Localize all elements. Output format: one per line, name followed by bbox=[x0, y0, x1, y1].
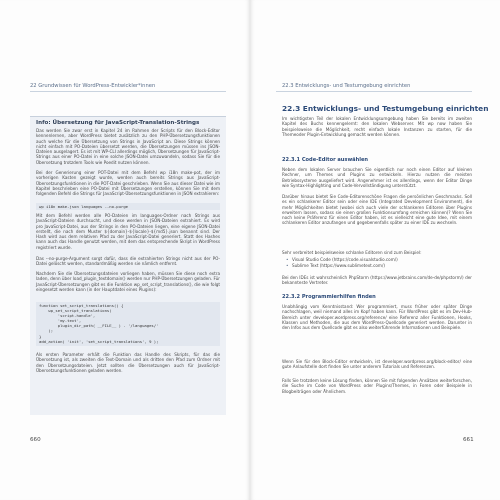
code-line: plugin_dir_path( __FILE__ ) . '/languages/' bbox=[39, 323, 159, 329]
info-paragraph: Das --no-purge-Argument sorgt dafür, dass die extrahierten Strings nicht aus der PO-Datei gelöscht werden, standardmäßig werden sie nämlich entfernt. bbox=[36, 256, 220, 267]
info-paragraph: Nachdem Sie die Übersetzungsdateien vorliegen haben, müssen Sie diese noch extra laden, denn über load_plugin_textdomain() werden nur PHP-Übersetzungen geladen. Für JavaScript-Übersetzungen gibt es die Funktion wp_set_script_translations(), die wie folgt eingesetzt werden kann (in der Hauptdatei eines Plugins): bbox=[36, 271, 220, 292]
header-rule bbox=[30, 91, 226, 92]
code-line: 'my-text', bbox=[39, 318, 82, 324]
code-line: function set_script_translations() { bbox=[39, 303, 124, 308]
body-paragraph: Wenn Sie für den Block-Editor entwickeln, ist developer.wordpress.org/block-editor/ eine gute Anlaufstelle dort finden Sie unter anderem Tutorials und Referenzen. bbox=[282, 359, 472, 370]
info-paragraph: Das werden Sie zwar erst in Kapitel 24 im Rahmen der Scripts für den Block-Editor kennenlernen, aber WordPress bietet zusätzlich zu den PHP-Übersetzungsfunktionen auch welche für die Übersetzung von Strings in JavaScript an. Diese Strings können nicht einfach mit PO-Dateien übersetzt werden, die Übersetzungen müssen ins JSON-Dateien ausgelagert. Es ist mit WP-CLI allerdings möglich, Übersetzungen für JavaScript-Strings aus einer PO-Datei in eine solche JSON-Datei umzuwandeln, sodass Sie für die Übersetzung trotzdem Tools wie Poedit nutzen können. bbox=[36, 128, 220, 165]
info-box-title: Info: Übersetzung für JavaScript-Translation-Strings bbox=[36, 120, 200, 126]
list-item: • Visual Studio Code (https://code.visualstudio.com/) bbox=[286, 257, 472, 263]
body-paragraph: Sehr verbreitet beispielsweise schlanke Editoren sind zum Beispiel: bbox=[282, 250, 422, 255]
code-line: 'script-handle', bbox=[39, 313, 96, 319]
intro-paragraph: Im wichtigsten Teil der lokalen Entwicklungsumgebung haben Sie bereits im zweiten Kapitel des Buchs kennengelernt: den lokalen Webserver. Mit wp now haben Sie beispielsweise die Möglichkeit, recht einfach lokale Instanzen zu starten, für die Themeoder Plugin-Entwicklung gemacht werden können. bbox=[282, 116, 472, 137]
header-rule bbox=[276, 91, 472, 92]
running-head: 22 Grundwissen für WordPress-Entwickler*innen bbox=[30, 83, 156, 89]
body-paragraph: Bei den IDEs ist wahrscheinlich PhpStorm (https://www.jetbrains.com/de-de/phpstorm/) der bekannteste Vertreter. bbox=[282, 275, 472, 286]
page-number: 661 bbox=[463, 437, 474, 443]
code-line: ); bbox=[39, 328, 54, 334]
body-paragraph: Darüber hinaus bietet Sie Code-Editorenschöne Fragen die persönlichen Geschmacks. Soll es ein schlankerer Editor sein oder eine IDE (Integrated Development Environment), die mehr Möglichkeiten bietet (wobei sich auch viele der schlankeren Editoren über Plugins erweitern lassen, sodass sie einen großen Funktionsumfang erreichen können)? Wenn Sie noch keine Präferenz für einen Editor haben, ist es vielleicht eine gute Idee, mit einem schlankeren Editor anzufangen und gegebenenfalls später zu einer IDE zu wechseln. bbox=[282, 194, 472, 226]
code-listing bbox=[36, 302, 220, 346]
running-head: 22.3 Entwicklungs- und Testumgebung einrichten bbox=[282, 83, 411, 89]
info-paragraph: Mit dem Befehl werden alle PO-Dateien im languages-Ordner nach Strings aus JavaScript-Dateien durchsucht, und diese werden in JSON-Dateien extrahiert. Es wird pro JavaScript-Datei, aus der Strings in den PO-Dateien liegen, eine eigene JSON-Datei erstellt, die nach dem Muster ${domain}-${locale}-${md5}.json benannt sind. Der Hash wird aus dem relativen Pfad zu der JavaScript-Datei generiert. Statt des Hashes kann auch das Handle genutzt werden, mit dem das entsprechende Skript in WordPress registriert wurde. bbox=[36, 213, 220, 250]
editor-list bbox=[286, 257, 472, 268]
info-closing-paragraph: Als ersten Parameter erhält die Funktion das Handle des Skripts, für das die Übersetzung ist, als zweiten die Text-Domain und als dritten den Pfad zum Ordner mit den Übersetzungsdateien. Jetzt sollten die Übersetzungen auch für JavaScript-Übersetzungsfunktionen geladen werden. bbox=[36, 352, 220, 373]
command-code: wp i18n make-json languages --no-purge bbox=[36, 203, 220, 210]
body-paragraph: Unabhängig vom Kenntnisstand: Wer programmiert, muss früher oder später Dinge nachschlagen, weil niemand alles im Kopf haben kann. Für WordPress gibt es im Dev-Hub-Bereich unter developer.wordpress.org/reference/ eine Referenz aller Funktionen, Hooks, Klassen und Methoden, die aus dem WordPress-Quellcode generiert werden. Darunter in den Infos aus dem Quellcode gibt es also weiterführende Informationen und Beispiele. bbox=[282, 304, 472, 331]
list-item: • Sublime Text (https://www.sublimetext.com/) bbox=[286, 263, 472, 269]
section-heading: 22.3 Entwicklungs- und Testumgebung einrichten bbox=[282, 104, 489, 113]
page-number: 660 bbox=[30, 437, 41, 443]
code-line: add_action( 'init', 'set_script_translations', 9 ); bbox=[39, 338, 159, 344]
code-line: wp_set_script_translations( bbox=[39, 308, 112, 314]
body-paragraph: Falls Sie trotzdem keine Lösung finden, können Sie mit folgenden Ansätzen weiterforschen, die Suche im Code von WordPress oder Plugins/Themes, in Foren oder Beispiele in Blogbeiträgen oder Ähnlichem. bbox=[282, 378, 472, 394]
code-line: } bbox=[39, 333, 42, 339]
subsection-heading: 22.3.1 Code-Editor auswählen bbox=[282, 157, 369, 163]
subsection-heading: 22.3.2 Programmierhilfen finden bbox=[282, 294, 376, 300]
info-paragraph: Bei der Generierung einer POT-Datei mit dem Befehl wp i18n make-pot, der im vorherigen Kasten gezeigt wurde, werden auch bereits Strings aus JavaScript-Übersetzungsfunktionen in die POT-Datei geschrieben. Wenn Sie aus dieser Datei wie im Kapitel beschrieben eine PO-Datei mit Übersetzungen erstellen, können Sie mit dem folgenden Befehl die Strings für JavaScript-Übersetzungsfunktionen in JSON extrahieren: bbox=[36, 170, 220, 197]
body-paragraph: Neben dem lokalen Server brauchen Sie eigentlich nur noch einen Editor auf kleinen Rechner, um Themes und Plugins zu entwickeln. Hierzu nutzen die meisten Betriebssysteme ausgeliefert wird. Angenehmer ist es allerdings, wenn der Editor Dinge wie Syntax-Highlighting und Code-Vervollständigung unterstützt. bbox=[282, 167, 472, 188]
